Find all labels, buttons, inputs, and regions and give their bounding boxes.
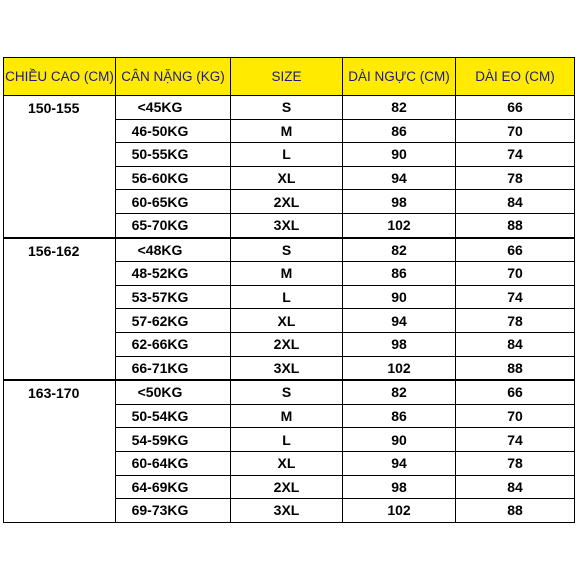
size-cell: XL [231,451,343,475]
waist-cell: 78 [456,451,575,475]
weight-cell: 53-57KG [116,285,231,309]
waist-cell: 66 [456,380,575,404]
size-cell: XL [231,309,343,333]
weight-cell: 66-71KG [116,356,231,380]
chest-cell: 102 [343,213,456,237]
chest-cell: 98 [343,475,456,499]
chest-cell: 94 [343,309,456,333]
table-row [4,380,575,404]
chest-cell: 98 [343,190,456,214]
waist-cell: 74 [456,285,575,309]
size-cell: S [231,380,343,404]
size-cell: XL [231,166,343,190]
size-cell: 3XL [231,356,343,380]
weight-cell: 57-62KG [116,309,231,333]
waist-cell: 88 [456,213,575,237]
table-header [4,58,575,96]
waist-cell: 66 [456,238,575,262]
table-row [4,96,575,120]
waist-cell: 70 [456,119,575,143]
size-cell: L [231,428,343,452]
chest-cell: 86 [343,404,456,428]
chest-cell: 98 [343,332,456,356]
weight-cell: 56-60KG [116,166,231,190]
weight-cell: 69-73KG [116,499,231,523]
waist-cell: 84 [456,332,575,356]
waist-cell: 74 [456,428,575,452]
chest-cell: 94 [343,166,456,190]
size-cell: 2XL [231,475,343,499]
waist-cell: 88 [456,356,575,380]
waist-cell: 78 [456,166,575,190]
chest-cell: 102 [343,356,456,380]
weight-cell: 64-69KG [116,475,231,499]
size-cell: 2XL [231,332,343,356]
weight-cell: 60-64KG [116,451,231,475]
weight-cell: 65-70KG [116,213,231,237]
waist-cell: 70 [456,262,575,286]
weight-cell: 46-50KG [116,119,231,143]
waist-cell: 84 [456,190,575,214]
chest-cell: 90 [343,428,456,452]
table-body [4,96,575,523]
size-cell: M [231,404,343,428]
size-cell: M [231,119,343,143]
chest-cell: 94 [343,451,456,475]
waist-cell: 74 [456,143,575,167]
chest-cell: 82 [343,380,456,404]
header-weight: CÂN NẶNG (KG) [116,58,231,96]
weight-cell: <50KG [116,380,231,404]
size-cell: 3XL [231,213,343,237]
weight-cell: 50-54KG [116,404,231,428]
chest-cell: 102 [343,499,456,523]
height-range-cell: 150-155 [4,96,116,238]
weight-cell: 60-65KG [116,190,231,214]
height-range-cell: 156-162 [4,238,116,381]
header-height: CHIỀU CAO (CM) [4,58,116,96]
weight-cell: 62-66KG [116,332,231,356]
waist-cell: 70 [456,404,575,428]
size-cell: 2XL [231,190,343,214]
header-size: SIZE [231,58,343,96]
chest-cell: 90 [343,285,456,309]
size-cell: S [231,238,343,262]
size-cell: 3XL [231,499,343,523]
weight-cell: <45KG [116,96,231,120]
weight-cell: 50-55KG [116,143,231,167]
size-cell: L [231,285,343,309]
header-waist: DÀI EO (CM) [456,58,575,96]
waist-cell: 84 [456,475,575,499]
size-cell: M [231,262,343,286]
chest-cell: 82 [343,96,456,120]
waist-cell: 66 [456,96,575,120]
chest-cell: 86 [343,262,456,286]
header-row [4,58,575,96]
size-cell: L [231,143,343,167]
waist-cell: 78 [456,309,575,333]
height-range-cell: 163-170 [4,380,116,522]
weight-cell: 54-59KG [116,428,231,452]
weight-cell: <48KG [116,238,231,262]
weight-cell: 48-52KG [116,262,231,286]
chest-cell: 82 [343,238,456,262]
chest-cell: 86 [343,119,456,143]
waist-cell: 88 [456,499,575,523]
size-cell: S [231,96,343,120]
chest-cell: 90 [343,143,456,167]
table-row [4,238,575,262]
header-chest: DÀI NGỰC (CM) [343,58,456,96]
size-chart-table [3,57,575,523]
